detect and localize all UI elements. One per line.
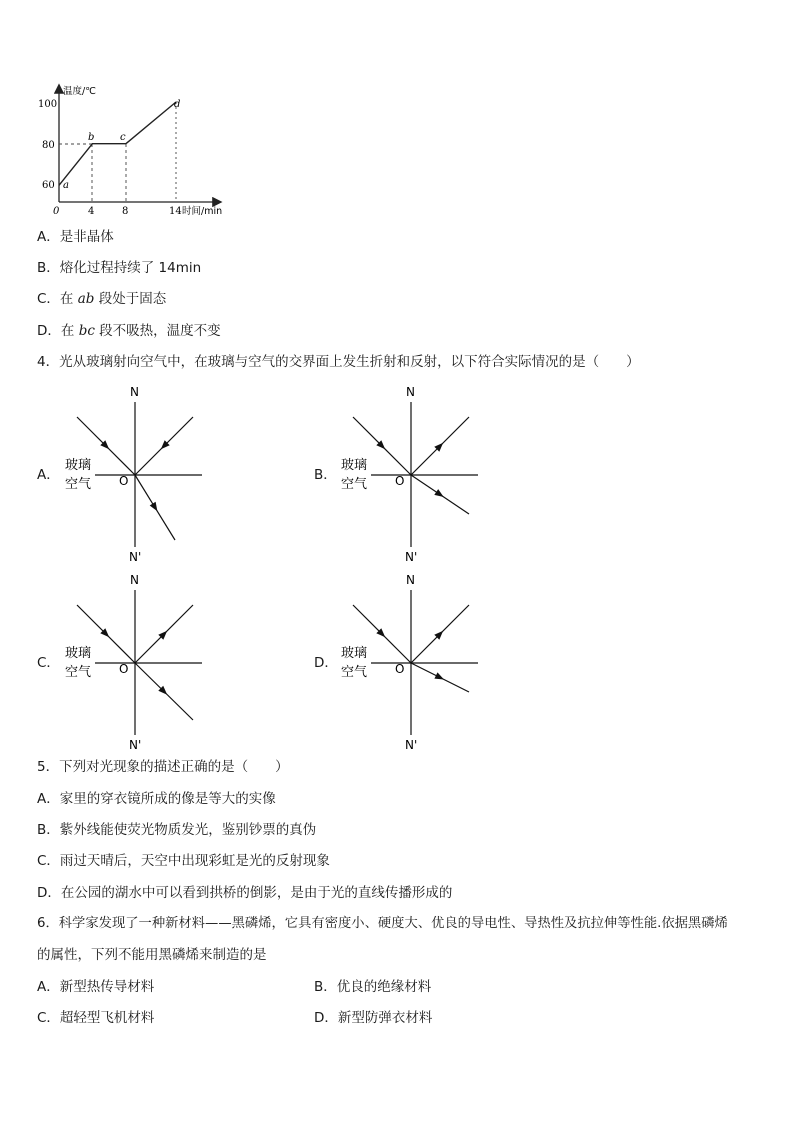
q3-option-c[interactable] xyxy=(37,289,166,309)
q3-option-b[interactable]: B．熔化过程持续了 14min xyxy=(37,260,202,276)
x-tick-8: 8 xyxy=(122,206,129,217)
air-label: 空气 xyxy=(341,665,368,680)
normal-top-label: N xyxy=(406,385,415,399)
glass-label: 玻璃 xyxy=(341,458,368,473)
q4-label-d[interactable]: D． xyxy=(314,655,338,671)
y-tick-60: 60 xyxy=(42,180,55,191)
q3-option-d[interactable] xyxy=(37,321,221,341)
air-label: 空气 xyxy=(341,477,368,492)
q3-option-a[interactable]: A．是非晶体 xyxy=(37,229,114,245)
refracted-ray-arrow xyxy=(434,672,444,679)
glass-label: 玻璃 xyxy=(341,646,368,661)
q6-stem-line2: 的属性，下列不能用黑磷烯来制造的是 xyxy=(37,947,267,963)
q6-option-b[interactable]: B．优良的绝缘材料 xyxy=(314,979,432,995)
origin-label: O xyxy=(395,662,405,676)
x-axis-label: 时间/min xyxy=(182,206,223,217)
q6-option-c[interactable]: C．超轻型飞机材料 xyxy=(37,1010,155,1026)
q3-option-c-segment: ab xyxy=(77,291,95,307)
diagram-b[interactable] xyxy=(336,380,486,565)
x-tick-14: 14 xyxy=(169,206,182,217)
q3-option-d-pre: D．在 xyxy=(37,323,79,339)
origin-label: O xyxy=(395,474,405,488)
point-a: a xyxy=(63,180,69,191)
temperature-curve xyxy=(59,102,176,185)
q6-option-d[interactable]: D．新型防弹衣材料 xyxy=(314,1010,433,1026)
temperature-time-graph xyxy=(30,80,240,220)
q4-label-b[interactable]: B． xyxy=(314,467,337,483)
air-label: 空气 xyxy=(65,477,92,492)
refracted-ray-arrow xyxy=(434,489,443,497)
q3-option-c-pre: C．在 xyxy=(37,291,78,307)
y-axis-label: 温度/℃ xyxy=(63,86,96,97)
normal-top-label: N xyxy=(130,385,139,399)
origin-label: O xyxy=(119,662,129,676)
glass-label: 玻璃 xyxy=(65,646,92,661)
normal-bottom-label: N' xyxy=(405,738,418,752)
point-d: d xyxy=(174,99,181,110)
diagram-c[interactable] xyxy=(60,568,210,753)
q6-stem-line1: 6．科学家发现了一种新材料——黑磷烯，它具有密度小、硬度大、优良的导电性、导热性及抗拉伸等性能.依据黑磷烯 xyxy=(37,916,728,931)
refracted-ray-arrow xyxy=(150,502,158,512)
air-label: 空气 xyxy=(65,665,92,680)
diagram-d[interactable] xyxy=(336,568,486,753)
q5-option-a[interactable]: A．家里的穿衣镜所成的像是等大的实像 xyxy=(37,791,276,807)
normal-top-label: N xyxy=(406,573,415,587)
q6-option-a[interactable]: A．新型热传导材料 xyxy=(37,979,155,995)
y-tick-80: 80 xyxy=(42,140,55,151)
glass-label: 玻璃 xyxy=(65,458,92,473)
x-tick-4: 4 xyxy=(88,206,95,217)
point-c: c xyxy=(120,132,126,143)
q5-option-d[interactable]: D．在公园的湖水中可以看到拱桥的倒影，是由于光的直线传播形成的 xyxy=(37,885,453,901)
q4-label-a[interactable]: A． xyxy=(37,467,60,483)
diagram-a[interactable] xyxy=(60,380,210,565)
origin-label: O xyxy=(119,474,129,488)
y-tick-100: 100 xyxy=(38,99,58,110)
point-b: b xyxy=(88,132,95,143)
q3-option-c-post: 段处于固态 xyxy=(94,291,167,307)
origin-label: 0 xyxy=(53,206,60,217)
normal-bottom-label: N' xyxy=(129,550,142,564)
q4-label-c[interactable]: C． xyxy=(37,655,60,671)
q4-stem: 4．光从玻璃射向空气中，在玻璃与空气的交界面上发生折射和反射，以下符合实际情况的是（ ） xyxy=(37,354,640,370)
normal-bottom-label: N' xyxy=(129,738,142,752)
normal-bottom-label: N' xyxy=(405,550,418,564)
q5-option-b[interactable]: B．紫外线能使荧光物质发光，鉴别钞票的真伪 xyxy=(37,822,317,838)
q3-option-d-segment: bc xyxy=(78,323,95,339)
q5-option-c[interactable]: C．雨过天晴后，天空中出现彩虹是光的反射现象 xyxy=(37,853,330,869)
q3-option-d-post: 段不吸热，温度不变 xyxy=(94,323,221,339)
q5-stem: 5．下列对光现象的描述正确的是（ ） xyxy=(37,759,289,775)
normal-top-label: N xyxy=(130,573,139,587)
